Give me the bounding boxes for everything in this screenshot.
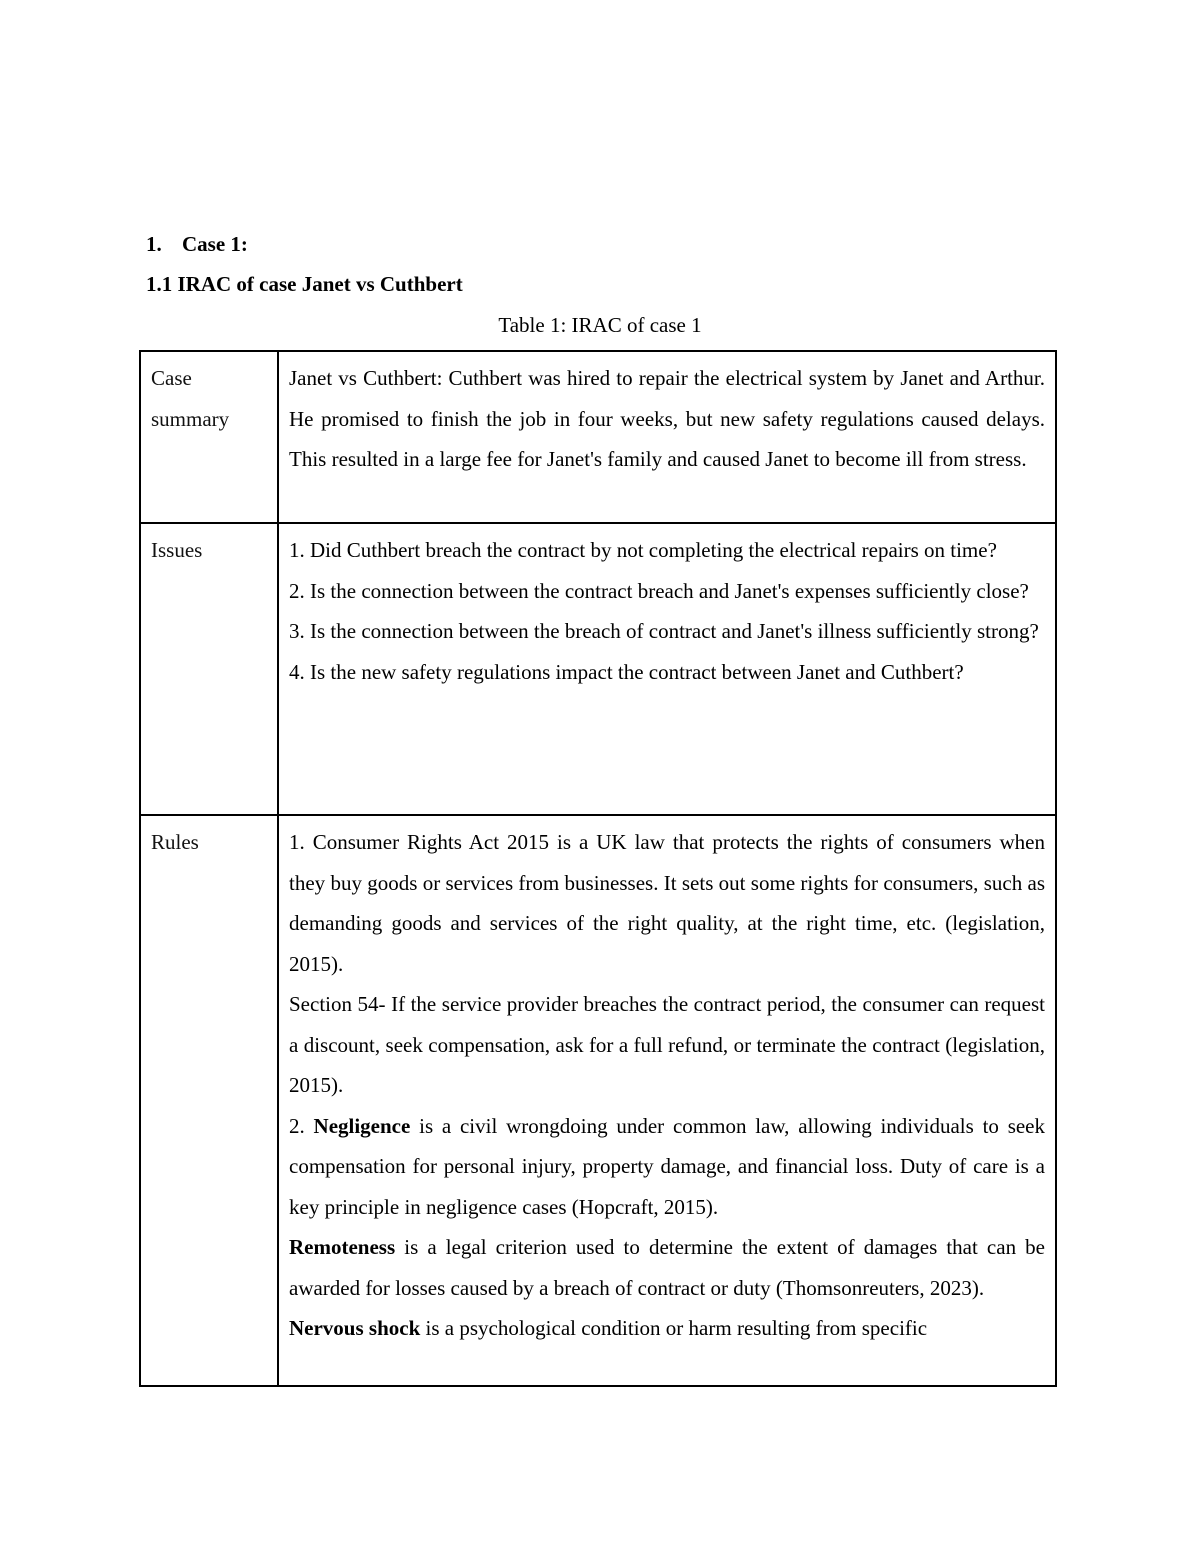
- row-content: [278, 815, 1056, 1386]
- rule-paragraph: Section 54- If the service provider breaches the contract period, the consumer can request a discount, seek compensation, ask for a full refund, or terminate the contract (legislation, 2015).: [289, 992, 1045, 1097]
- row-label: Rules: [140, 815, 278, 1386]
- row-content: [278, 523, 1056, 815]
- rule-paragraph-nervous-shock: [289, 1308, 1045, 1349]
- issue-item: 3. Is the connection between the breach of contract and Janet's illness sufficiently strong?: [289, 619, 1039, 643]
- rule-paragraph-negligence: [289, 1106, 1045, 1228]
- table-row-issues: [140, 523, 1056, 815]
- rule-term: Remoteness: [289, 1235, 396, 1259]
- rule-definition: is a civil wrongdoing under common law, allowing individuals to seek compensation for personal injury, property damage, and financial loss. Duty of care is a key principle in negligence cases (Hopcraft, 2015).: [289, 1113, 1046, 1219]
- irac-table: [139, 350, 1057, 1387]
- issue-item: 4. Is the new safety regulations impact the contract between Janet and Cuthbert?: [289, 659, 964, 684]
- rule-definition: is a legal criterion used to determine the extent of damages that can be awarded for losses caused by a breach of contract or duty (Thomsonreuters, 2023).: [289, 1235, 1045, 1300]
- issue-item: 1. Did Cuthbert breach the contract by not completing the electrical repairs on time?: [289, 538, 997, 562]
- table-row-case-summary: [140, 351, 1056, 523]
- row-content: [278, 351, 1056, 523]
- rule-paragraph: 1. Consumer Rights Act 2015 is a UK law that protects the rights of consumers when they buy goods or services from businesses. It sets out some rights for consumers, such as demanding goods and services of the right quality, at the right time, etc. (legislation, 2015).: [289, 830, 1045, 976]
- issue-item: 2. Is the connection between the contract breach and Janet's expenses sufficiently close?: [289, 578, 1029, 603]
- section-heading: [146, 230, 248, 258]
- rule-prefix: 2.: [289, 1113, 314, 1138]
- rule-paragraph-remoteness: [289, 1227, 1045, 1308]
- row-label: Case summary: [140, 351, 278, 523]
- subsection-heading: 1.1 IRAC of case Janet vs Cuthbert: [146, 272, 463, 296]
- section-title: Case 1:: [182, 232, 248, 256]
- table-row-rules: [140, 815, 1056, 1386]
- case-summary-text: Janet vs Cuthbert: Cuthbert was hired to repair the electrical system by Janet and Arthur. He promised to finish the job in four weeks, but new safety regulations caused delays. This resulted in a large fee for Janet's family and caused Janet to become ill from stress.: [289, 366, 1045, 471]
- row-label: Issues: [140, 523, 278, 815]
- table-caption: Table 1: IRAC of case 1: [498, 313, 702, 337]
- section-number: 1.: [146, 232, 162, 256]
- rule-term: Nervous shock: [289, 1316, 421, 1340]
- rule-term: Negligence: [313, 1113, 411, 1138]
- rule-definition: is a psychological condition or harm resulting from specific: [420, 1316, 928, 1340]
